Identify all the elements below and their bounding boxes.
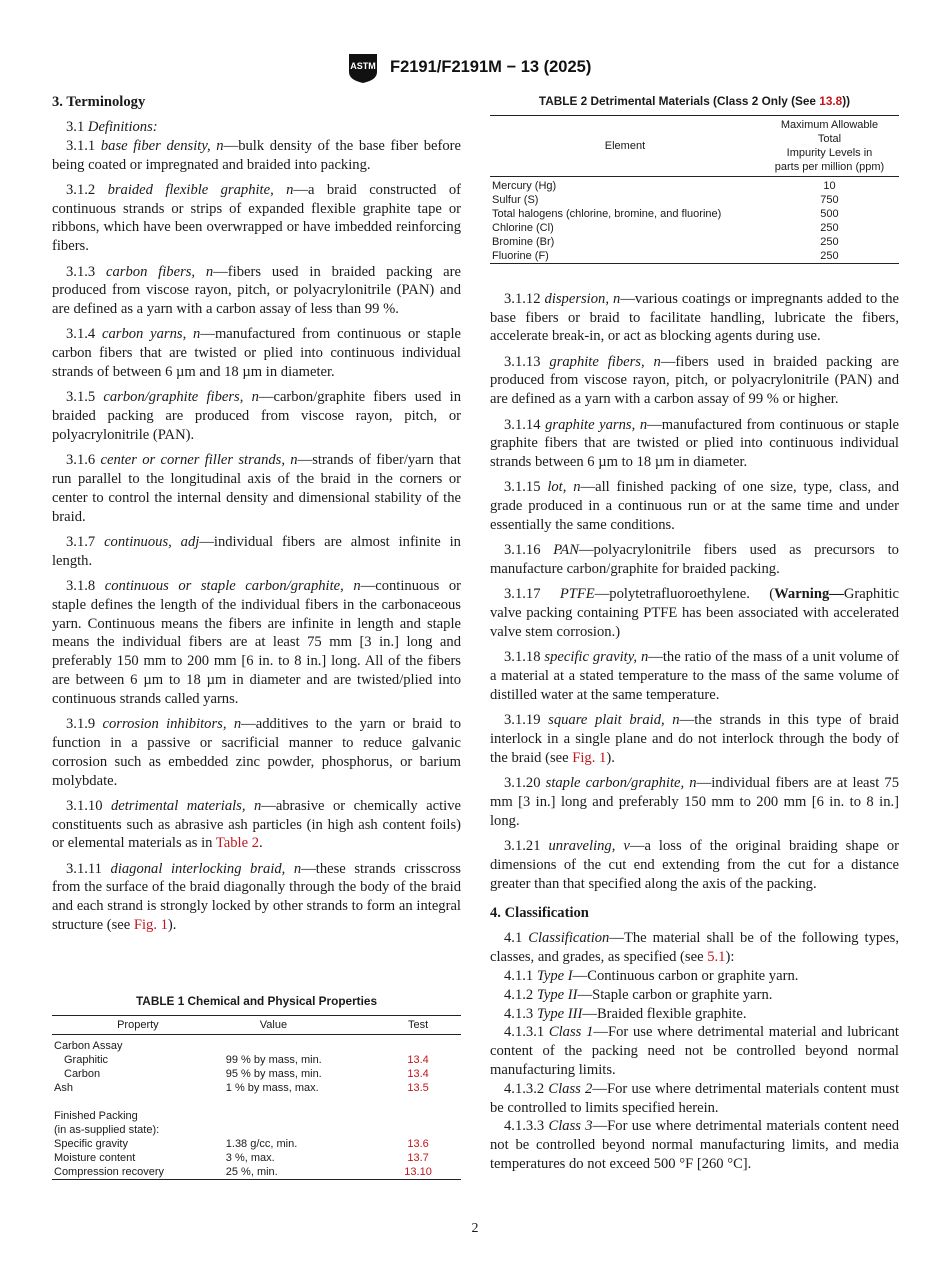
para-3-1-11: 3.1.11 diagonal interlocking braid, n—these strands crisscross from the surface of the braid diagonally through the body of the braid and each strand is strongly locked by other strands to form an integral structure (see Fig. 1).: [52, 860, 461, 934]
para-3-1-2: 3.1.2 braided flexible graphite, n—a braid constructed of continuous strands or strips of expanded flexible graphite tape or ribbons, which have been overwrapped or have imbedded reinforcing fibers.: [52, 181, 461, 255]
para-3-1-16: 3.1.16 PAN—polyacrylonitrile fibers used as precursors to manufacture carbon/graphite for braided packing.: [490, 542, 899, 578]
section-13-8-link[interactable]: 13.8: [819, 94, 843, 108]
table-row: Fluorine (F) 250: [490, 249, 899, 264]
fig-1-link[interactable]: Fig. 1: [572, 749, 607, 766]
table-row: Compression recovery 25 %, min. 13.10: [52, 1165, 461, 1180]
para-4-1: 4.1 Classification—The material shall be of the following types, classes, and grades, as specified (see 5.1):: [490, 930, 900, 966]
table-2-header-levels: Maximum Allowable Total Impurity Levels in parts per million (ppm): [774, 118, 885, 173]
para-3-1-10: 3.1.10 detrimental materials, n—abrasive or chemically active constituents such as abrasive ash particles (in high ash content foils) or elemental materials as in Table 2.: [52, 797, 461, 852]
para-4-1-1: 4.1.1 Type I—Continuous carbon or graphite yarn.: [504, 968, 799, 984]
para-4-1-2: 4.1.2 Type II—Staple carbon or graphite yarn.: [504, 986, 773, 1003]
para-3-1-3: 3.1.3 carbon fibers, n—fibers used in braided packing are produced from viscose rayon, pitch, or polyacrylonitrile (PAN) and are defined as a yarn with a carbon assay of less than 99 %.: [52, 263, 461, 318]
table-row: Carbon Assay: [54, 1039, 123, 1052]
para-3-1-6: 3.1.6 center or corner filler strands, n—strands of fiber/yarn that run parallel to the longitudinal axis of the braid in the corners or center to control the internal density and dimensional stability of the braid.: [52, 452, 461, 525]
para-3-1-9: 3.1.9 corrosion inhibitors, n—additives to the yarn or braid to function in a passive or sacrificial manner to reduce galvanic corrosion such as embedded zinc powder, phosphorus, or barium molybdate.: [52, 716, 461, 789]
para-3-1-21: 3.1.21 unraveling, v—a loss of the original braiding shape or dimensions of the cut end extending from the cut for a distance greater than that specified along the axis of the packing.: [490, 838, 899, 892]
table-row: Ash 1 % by mass, max. 13.5: [54, 1081, 429, 1094]
table-1: [52, 992, 461, 1180]
table-row: Chlorine (Cl) 250: [492, 221, 839, 234]
para-3-1-7: 3.1.7 continuous, adj—individual fibers are almost infinite in length.: [52, 533, 461, 569]
table-row: Sulfur (S) 750: [492, 193, 839, 206]
para-3-1-4: 3.1.4 carbon yarns, n—manufactured from continuous or staple carbon fibers that are twisted or plied into continuous individual strands of between 6 µm and 18 µm in diameter.: [52, 326, 461, 381]
table-row: Mercury (Hg) 10: [492, 179, 836, 192]
table-2-link[interactable]: Table 2: [215, 835, 260, 852]
para-4-1-3-3: 4.1.3.3 Class 3—For use where detrimental materials content need not be controlled beyond normal manufacturing limits, and media temperatures do not exceed 500 °F [260 °C].: [490, 1118, 899, 1172]
table-row: (in as-supplied state):: [54, 1123, 160, 1136]
para-3-1-14: 3.1.14 graphite yarns, n—manufactured from continuous or staple graphite fibers that are twisted or plied into continuous individual strands between 6 µm to 18 µm in diameter.: [490, 416, 899, 471]
table-row: Carbon 95 % by mass, min. 13.4: [64, 1067, 429, 1080]
para-3-1-20: 3.1.20 staple carbon/graphite, n—individual fibers are at least 75 mm [3 in.] long and preferably 150 mm to 200 mm [6 in. to 8 in.] long.: [490, 775, 899, 829]
para-4-1-3-2: 4.1.3.2 Class 2—For use where detrimental materials content must be controlled to limits specified herein.: [490, 1080, 899, 1116]
table-2-title: TABLE 2 Detrimental Materials (Class 2 Only (See 13.8)): [538, 94, 851, 108]
table-1-header-test: Test: [407, 1018, 429, 1031]
astm-logo-icon: [345, 50, 381, 84]
table-row: Finished Packing: [54, 1109, 138, 1122]
right-column: [490, 92, 899, 1174]
para-3-1-15: 3.1.15 lot, n—all finished packing of one size, type, class, and grade produced in a continuous run or at the same time and under essentially the same conditions.: [490, 479, 899, 534]
warning-label: Warning—: [774, 586, 844, 603]
para-3-1-8: 3.1.8 continuous or staple carbon/graphite, n—continuous or staple defines the length of the individual fibers in the carbonaceous yarn. Continuous means the fibers are infinite in length and staple means the individual fibers are at least 75 mm [3 in.] long and preferably 150 mm to 200 mm [6 in. to 8 in.] long. All of the fibers are between 6 µm to 18 µm in diameter and are twisted/plied into continuous strands called yarns.: [52, 578, 461, 707]
table-2-header-element: Element: [604, 139, 646, 152]
para-4-1-3: 4.1.3 Type III—Braided flexible graphite.: [504, 1005, 747, 1022]
para-3-1-12: 3.1.12 dispersion, n—various coatings or impregnants added to the base fibers or braid to facilitate handling, lubricate the fibers, accelerate break-in, or act as blocking agents during use.: [490, 290, 900, 345]
table-row: Total halogens (chlorine, bromine, and fluorine) 500: [492, 207, 839, 220]
table-1-title: TABLE 1 Chemical and Physical Properties: [135, 993, 378, 1008]
para-4-1-3-1: 4.1.3.1 Class 1—For use where detrimental material and lubricant content of the packing need not be controlled beyond normal manufacturing limits.: [490, 1024, 899, 1078]
para-3-1-19: 3.1.19 square plait braid, n—the strands in this type of braid interlock in a single plane and do not interlock through the body of the braid (see Fig. 1).: [490, 712, 899, 766]
section-4-heading: 4. Classification: [490, 905, 589, 922]
fig-1-link[interactable]: Fig. 1: [133, 917, 168, 934]
table-1-header-value: Value: [259, 1018, 288, 1031]
para-3-1-5: 3.1.5 carbon/graphite fibers, n—carbon/graphite fibers used in braided packing are produced from viscose rayon, pitch, or polyacrylonitrile (PAN).: [52, 389, 461, 443]
section-3-heading: 3. Terminology: [52, 94, 146, 110]
page-number: 2: [471, 1221, 479, 1236]
standard-designation: F2191/F2191M − 13 (2025): [390, 58, 592, 76]
logo-text: ASTM: [350, 61, 376, 71]
section-5-1-link[interactable]: 5.1: [707, 949, 726, 966]
para-3-1-13: 3.1.13 graphite fibers, n—fibers used in braided packing are produced from viscose rayon, pitch, or polyacrylonitrile (PAN) and are defined as a yarn with a carbon assay of 99 % or higher.: [490, 353, 899, 408]
para-3-1-1: 3.1.1 base fiber density, n—bulk density of the base fiber before being coated or impregnated and braided into packing.: [52, 137, 461, 173]
para-3-1: 3.1 Definitions:: [66, 119, 158, 135]
left-column: [52, 92, 461, 1180]
para-3-1-17: 3.1.17 PTFE—polytetrafluoroethylene. (Warning—Graphitic valve packing containing PTFE has been associated with accelerated valve stem corrosion.): [490, 586, 899, 641]
page-header: [0, 50, 950, 86]
table-row: Graphitic 99 % by mass, min. 13.4: [64, 1053, 429, 1066]
table-row: Specific gravity 1.38 g/cc, min. 13.6: [54, 1137, 429, 1150]
table-2: [490, 92, 899, 264]
table-1-header-property: Property: [117, 1018, 159, 1031]
para-3-1-18: 3.1.18 specific gravity, n—the ratio of the mass of a unit volume of a material at a stated temperature to the mass of the same volume of distilled water at the same temperature.: [490, 649, 899, 703]
table-row: Moisture content 3 %, max. 13.7: [54, 1151, 429, 1164]
table-row: Bromine (Br) 250: [492, 235, 839, 248]
